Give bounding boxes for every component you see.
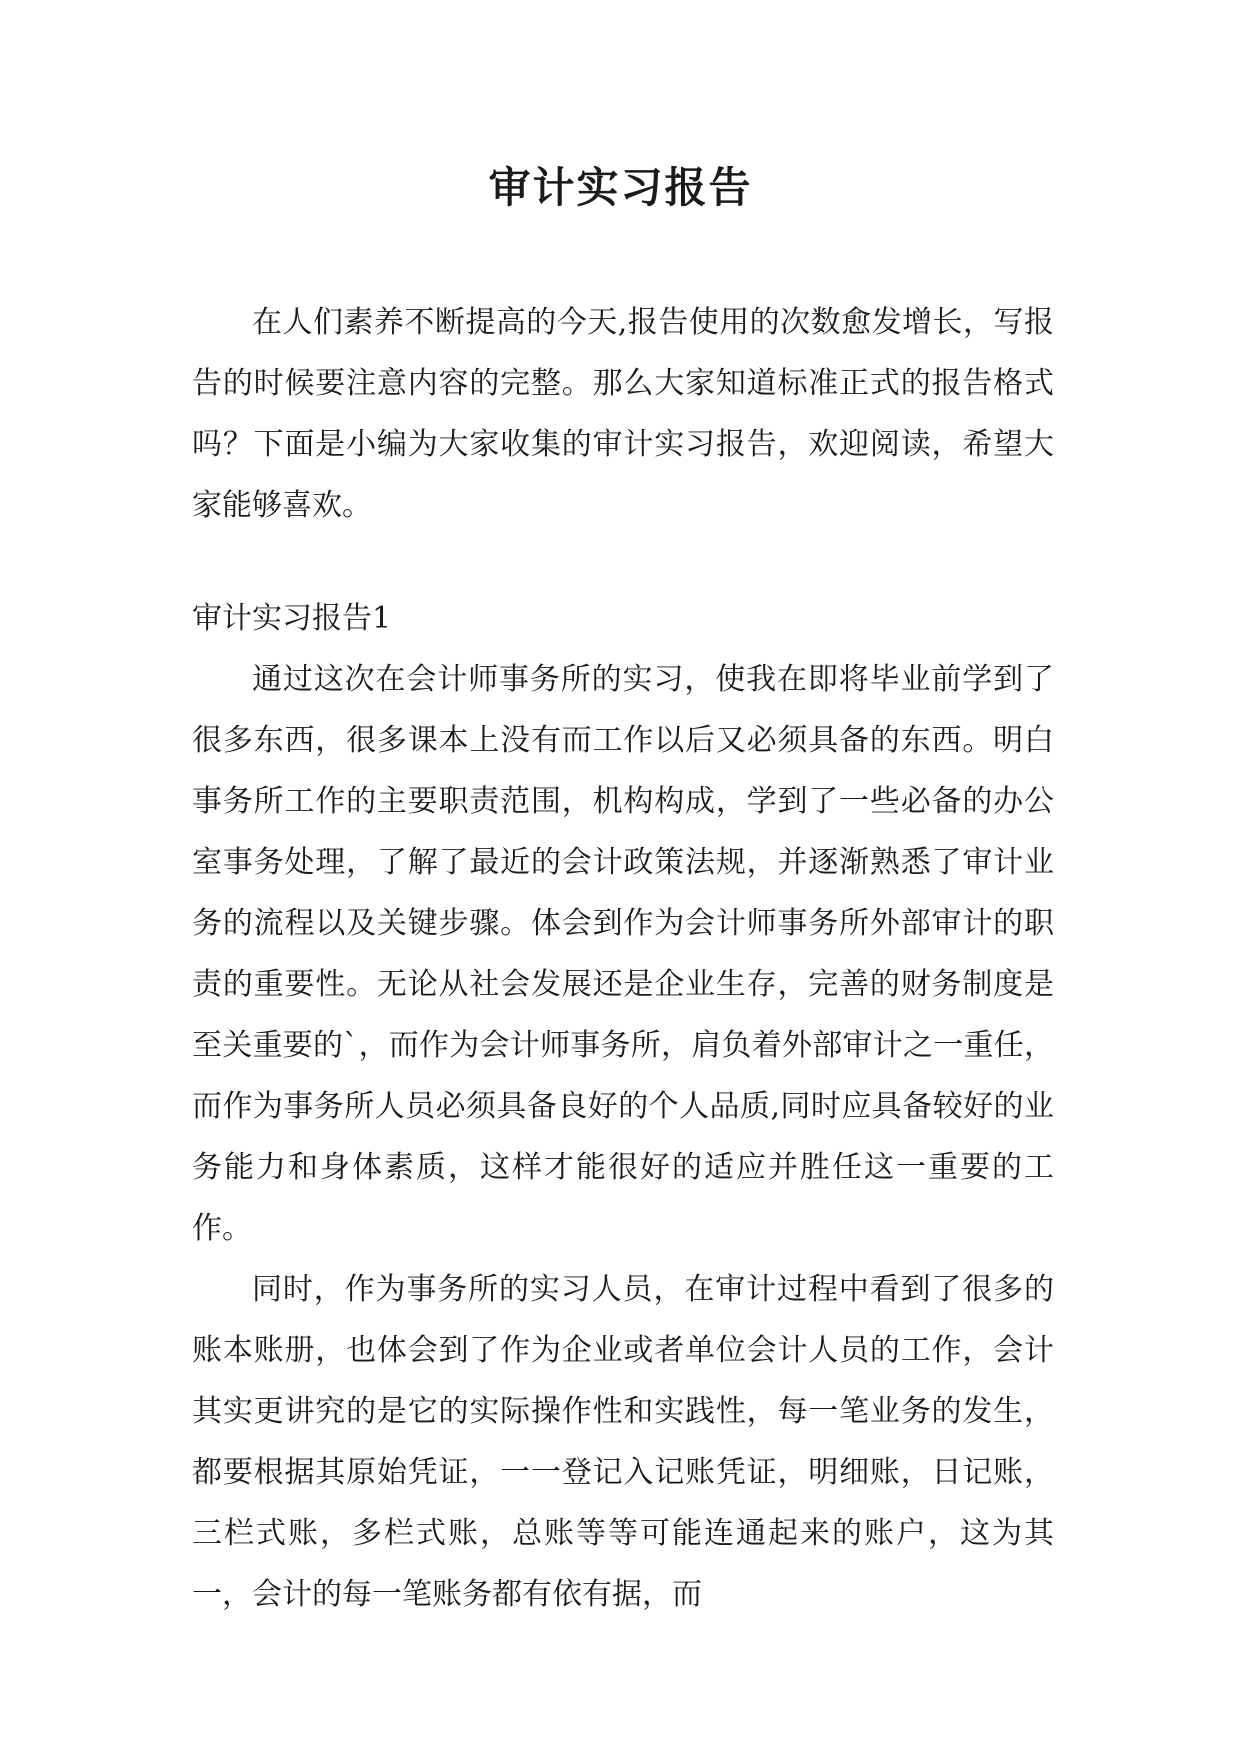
body-paragraph: 通过这次在会计师事务所的实习，使我在即将毕业前学到了很多东西，很多课本上没有而工作以后又必须具备的东西。明白事务所工作的主要职责范围，机构构成，学到了一些必备的办公室事务处理，了解了最近的会计政策法规，并逐渐熟悉了审计业务的流程以及关键步骤。体会到作为会计师事务所外部审计的职责的重要性。无论从社会发展还是企业生存，完善的财务制度是至关重要的`，而作为会计师事务所，肩负着外部审计之一重任，而作为事务所人员必须具备良好的个人品质,同时应具备较好的业务能力和身体素质，这样才能很好的适应并胜任这一重要的工作。 — [192, 662, 1054, 1246]
document-title: 审计实习报告 — [488, 163, 753, 212]
document-body — [192, 292, 1054, 1625]
intro-paragraph: 在人们素养不断提高的今天,报告使用的次数愈发增长，写报告的时候要注意内容的完整。那么大家知道标准正式的报告格式吗？下面是小编为大家收集的审计实习报告，欢迎阅读，希望大家能够喜欢。 — [192, 305, 1054, 523]
section-heading: 审计实习报告1 — [192, 601, 392, 636]
body-paragraph: 同时，作为事务所的实习人员，在审计过程中看到了很多的账本账册，也体会到了作为企业或者单位会计人员的工作，会计其实更讲究的是它的实际操作性和实践性，每一笔业务的发生，都要根据其原始凭证，一一登记入记账凭证，明细账，日记账，三栏式账，多栏式账，总账等等可能连通起来的账户，这为其一，会计的每一笔账务都有依有据，而 — [192, 1272, 1054, 1612]
